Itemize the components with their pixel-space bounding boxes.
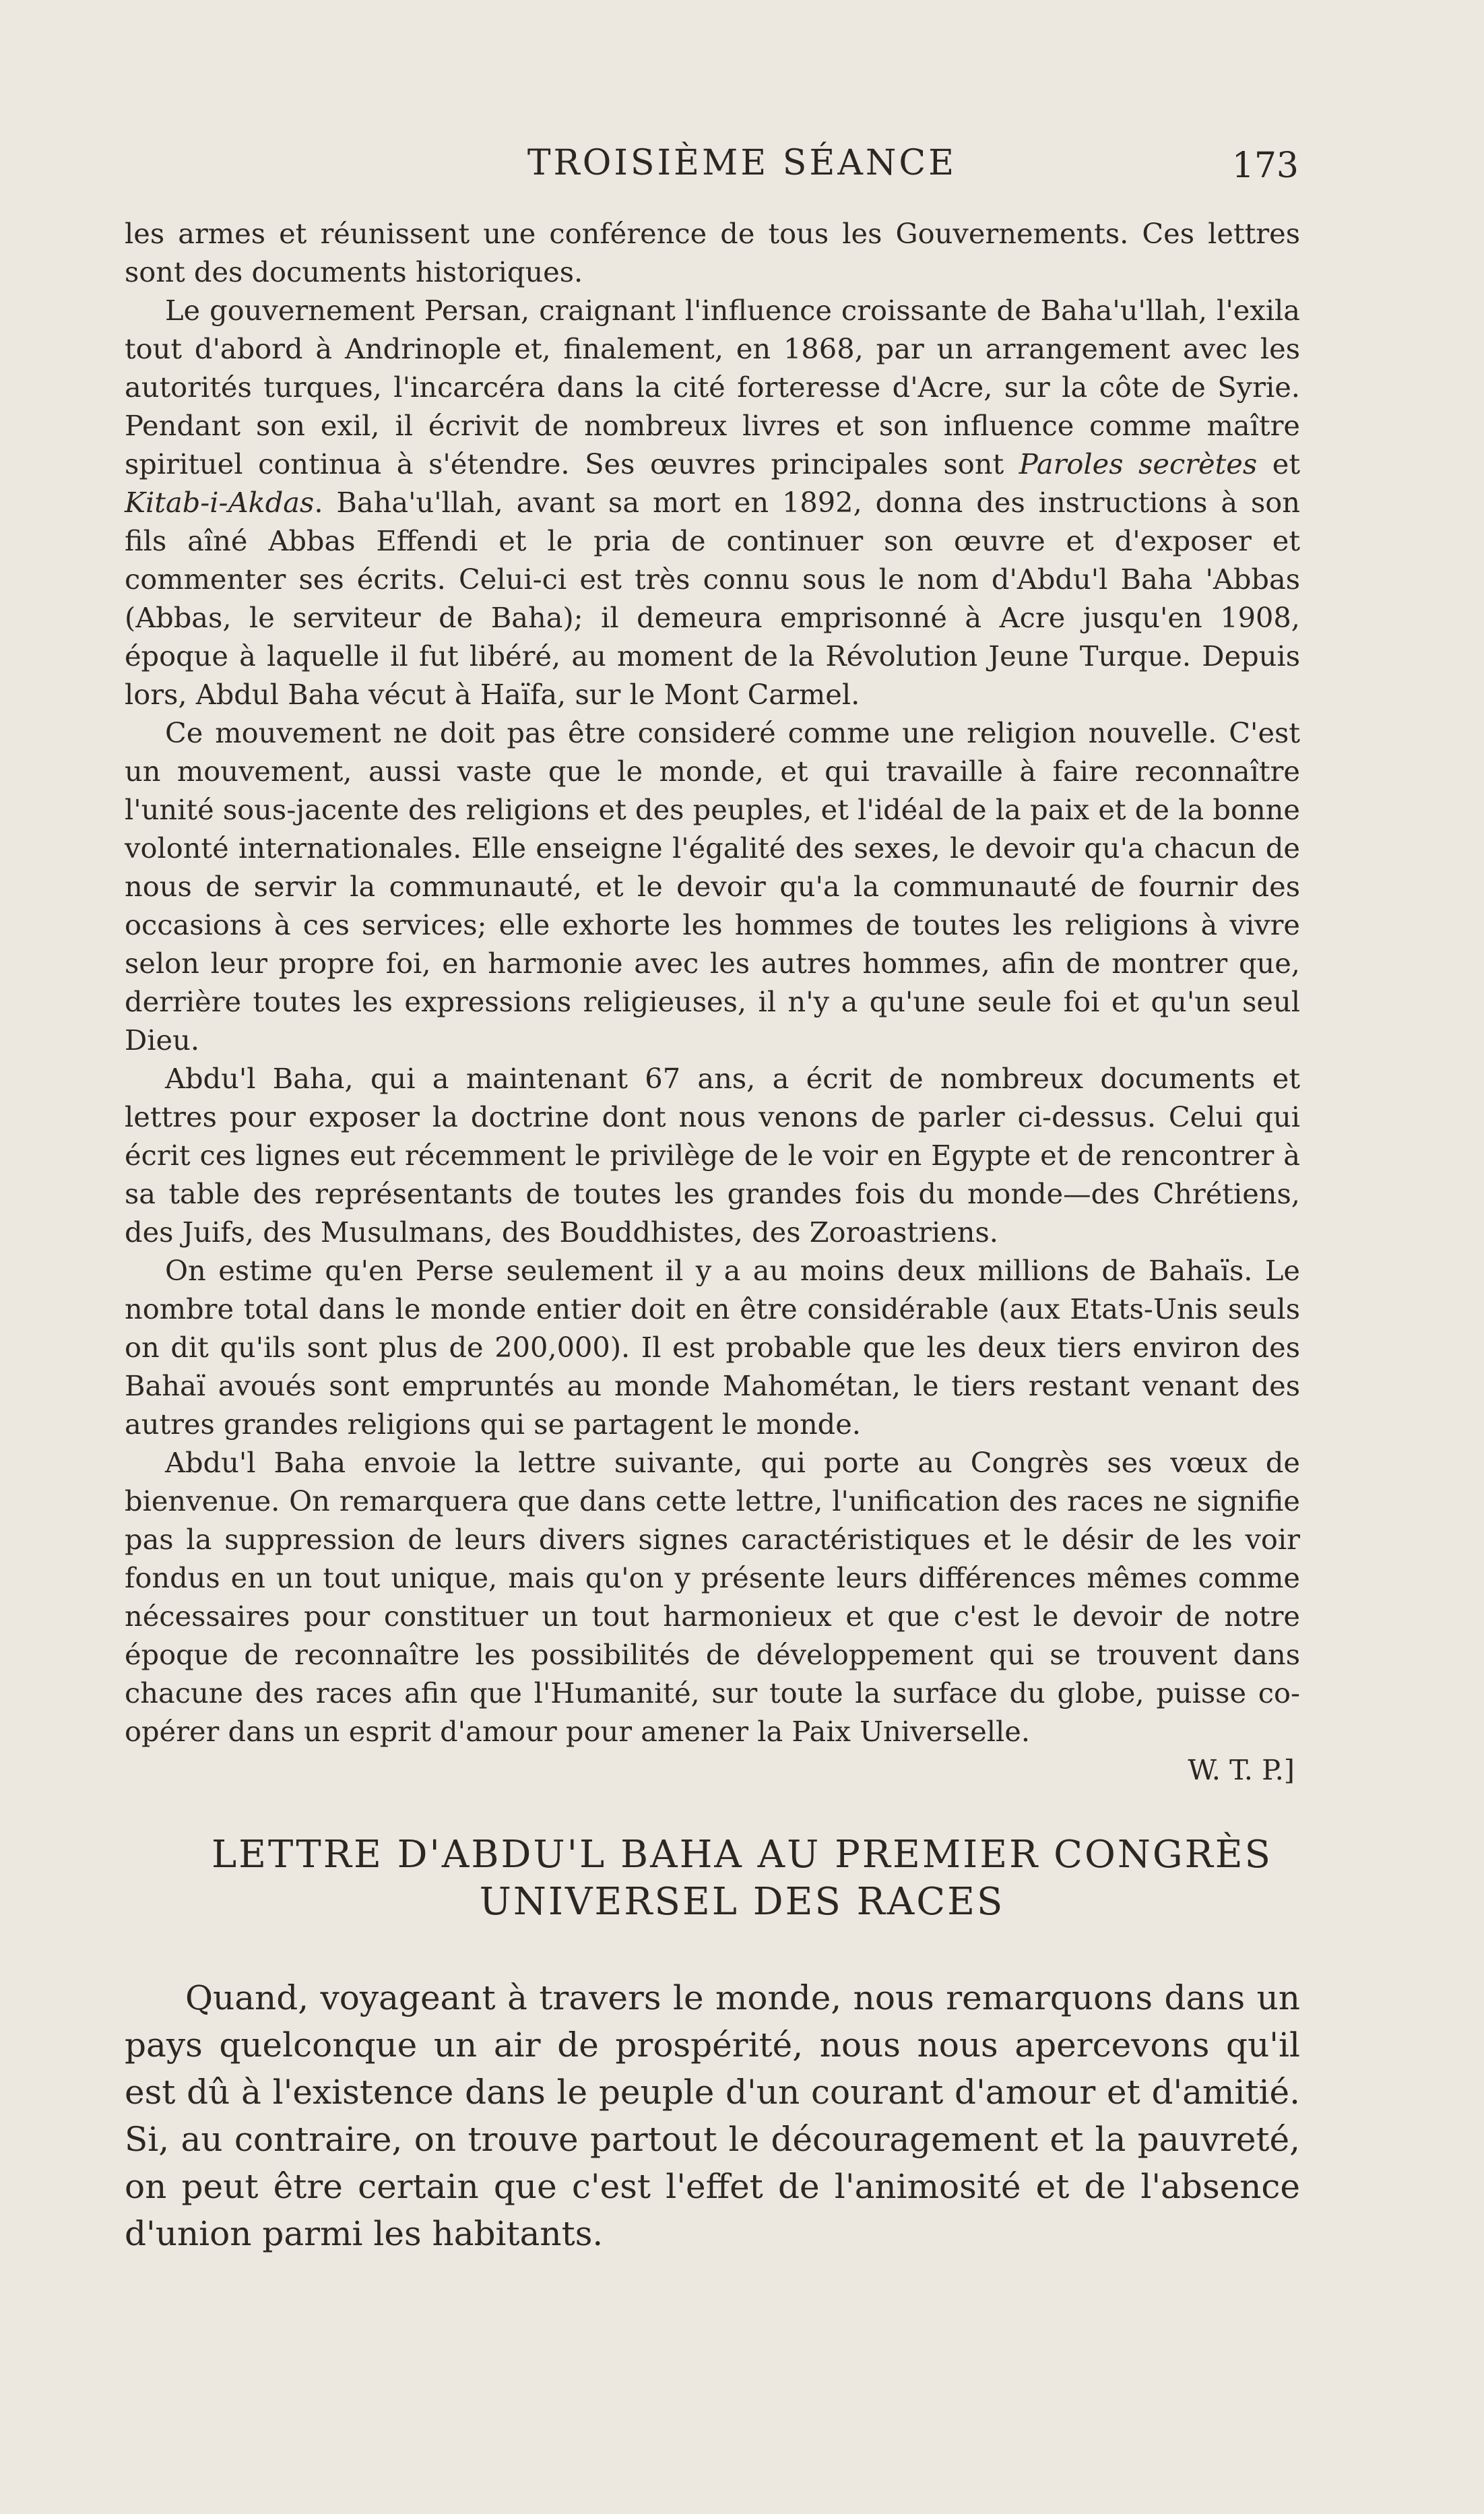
paragraph-text: Le gouvernement Persan, craignant l'influence croissante de Baha'u'llah, l'exila tout d'abord à Andrinople et, finalement, en 1868, par un arrangement avec les autorités turques, l'incarcéra dans la cité forteresse d'Acre, sur la côte de Syrie. Pendant son exil, il écrivit de nombreux livres et son influence comme maître spirituel continua à s'étendre. Ses œuvres principales sont bbox=[125, 294, 1300, 480]
signature: W. T. P.] bbox=[1188, 1753, 1295, 1786]
paragraph: Abdu'l Baha, qui a maintenant 67 ans, a écrit de nombreux documents et lettres pour exposer la doctrine dont nous venons de parler ci-dessus. Celui qui écrit ces lignes eut récemment le privilège de le voir en Egypte et de rencontrer à sa table des représentants de toutes les grandes fois du monde—des Chrétiens, des Juifs, des Musulmans, des Bouddhistes, des Zoroastriens. bbox=[125, 1062, 1300, 1249]
section-title bbox=[0, 1831, 1484, 1926]
book-title: Kitab-i-Akdas bbox=[125, 486, 315, 519]
paragraph: Quand, voyageant à travers le monde, nous remarquons dans un pays quelconque un air de prospérité, nous nous apercevons qu'il est dû à l'existence dans le peuple d'un courant d'amour et d'amitié. Si, au contraire, on trouve partout le découragement et la pauvreté, on peut être certain que c'est l'effet de l'animosité et de l'absence d'union parmi les habitants. bbox=[125, 1978, 1300, 2253]
letter-body bbox=[125, 1974, 1300, 2257]
editor-note bbox=[125, 214, 1300, 1789]
page-header bbox=[0, 143, 1484, 190]
paragraph bbox=[125, 291, 1300, 714]
section-title-line: LETTRE D'ABDU'L BAHA AU PREMIER CONGRÈS bbox=[211, 1833, 1273, 1877]
paragraph-text: et bbox=[1257, 447, 1300, 480]
page-number: 173 bbox=[1231, 146, 1299, 186]
running-title: TROISIÈME SÉANCE bbox=[527, 143, 957, 183]
book-title: Paroles secrètes bbox=[1019, 447, 1258, 480]
paragraph-text: . Baha'u'llah, avant sa mort en 1892, donna des instructions à son fils aîné Abbas Effendi et le pria de continuer son œuvre et d'exposer et commenter ses écrits. Celui-ci est très connu sous le nom d'Abdu'l Baha 'Abbas (Abbas, le serviteur de Baha); il demeura emprisonné à Acre jusqu'en 1908, époque à laquelle il fut libéré, au moment de la Révolution Jeune Turque. Depuis lors, Abdul Baha vécut à Haïfa, sur le Mont Carmel. bbox=[125, 486, 1300, 711]
section-title-line: UNIVERSEL DES RACES bbox=[479, 1880, 1005, 1924]
paragraph: les armes et réunissent une conférence de tous les Gouvernements. Ces lettres sont des documents historiques. bbox=[125, 217, 1300, 288]
paragraph: Ce mouvement ne doit pas être consideré comme une religion nouvelle. C'est un mouvement, aussi vaste que le monde, et qui travaille à faire reconnaître l'unité sous-jacente des religions et des peuples, et l'idéal de la paix et de la bonne volonté internationales. Elle enseigne l'égalité des sexes, le devoir qu'a chacun de nous de servir la communauté, et le devoir qu'a la communauté de fournir des occasions à ces services; elle exhorte les hommes de toutes les religions à vivre selon leur propre foi, en harmonie avec les autres hommes, afin de montrer que, derrière toutes les expressions religieuses, il n'y a qu'une seule foi et qu'un seul Dieu. bbox=[125, 716, 1300, 1057]
paragraph: Abdu'l Baha envoie la lettre suivante, qui porte au Congrès ses vœux de bienvenue. On remarquera que dans cette lettre, l'unification des races ne signifie pas la suppression de leurs divers signes caractéristiques et le désir de les voir fondus en un tout unique, mais qu'on y présente leurs différences mêmes comme nécessaires pour constituer un tout harmonieux et que c'est le devoir de notre époque de reconnaître les possibilités de développement qui se trouvent dans chacune des races afin que l'Humanité, sur toute la surface du globe, puisse co-opérer dans un esprit d'amour pour amener la Paix Universelle. bbox=[125, 1446, 1300, 1748]
paragraph: On estime qu'en Perse seulement il y a au moins deux millions de Bahaïs. Le nombre total dans le monde entier doit en être considérable (aux Etats-Unis seuls on dit qu'ils sont plus de 200,000). Il est probable que les deux tiers environ des Bahaï avoués sont empruntés au monde Mahométan, le tiers restant venant des autres grandes religions qui se partagent le monde. bbox=[125, 1254, 1300, 1441]
